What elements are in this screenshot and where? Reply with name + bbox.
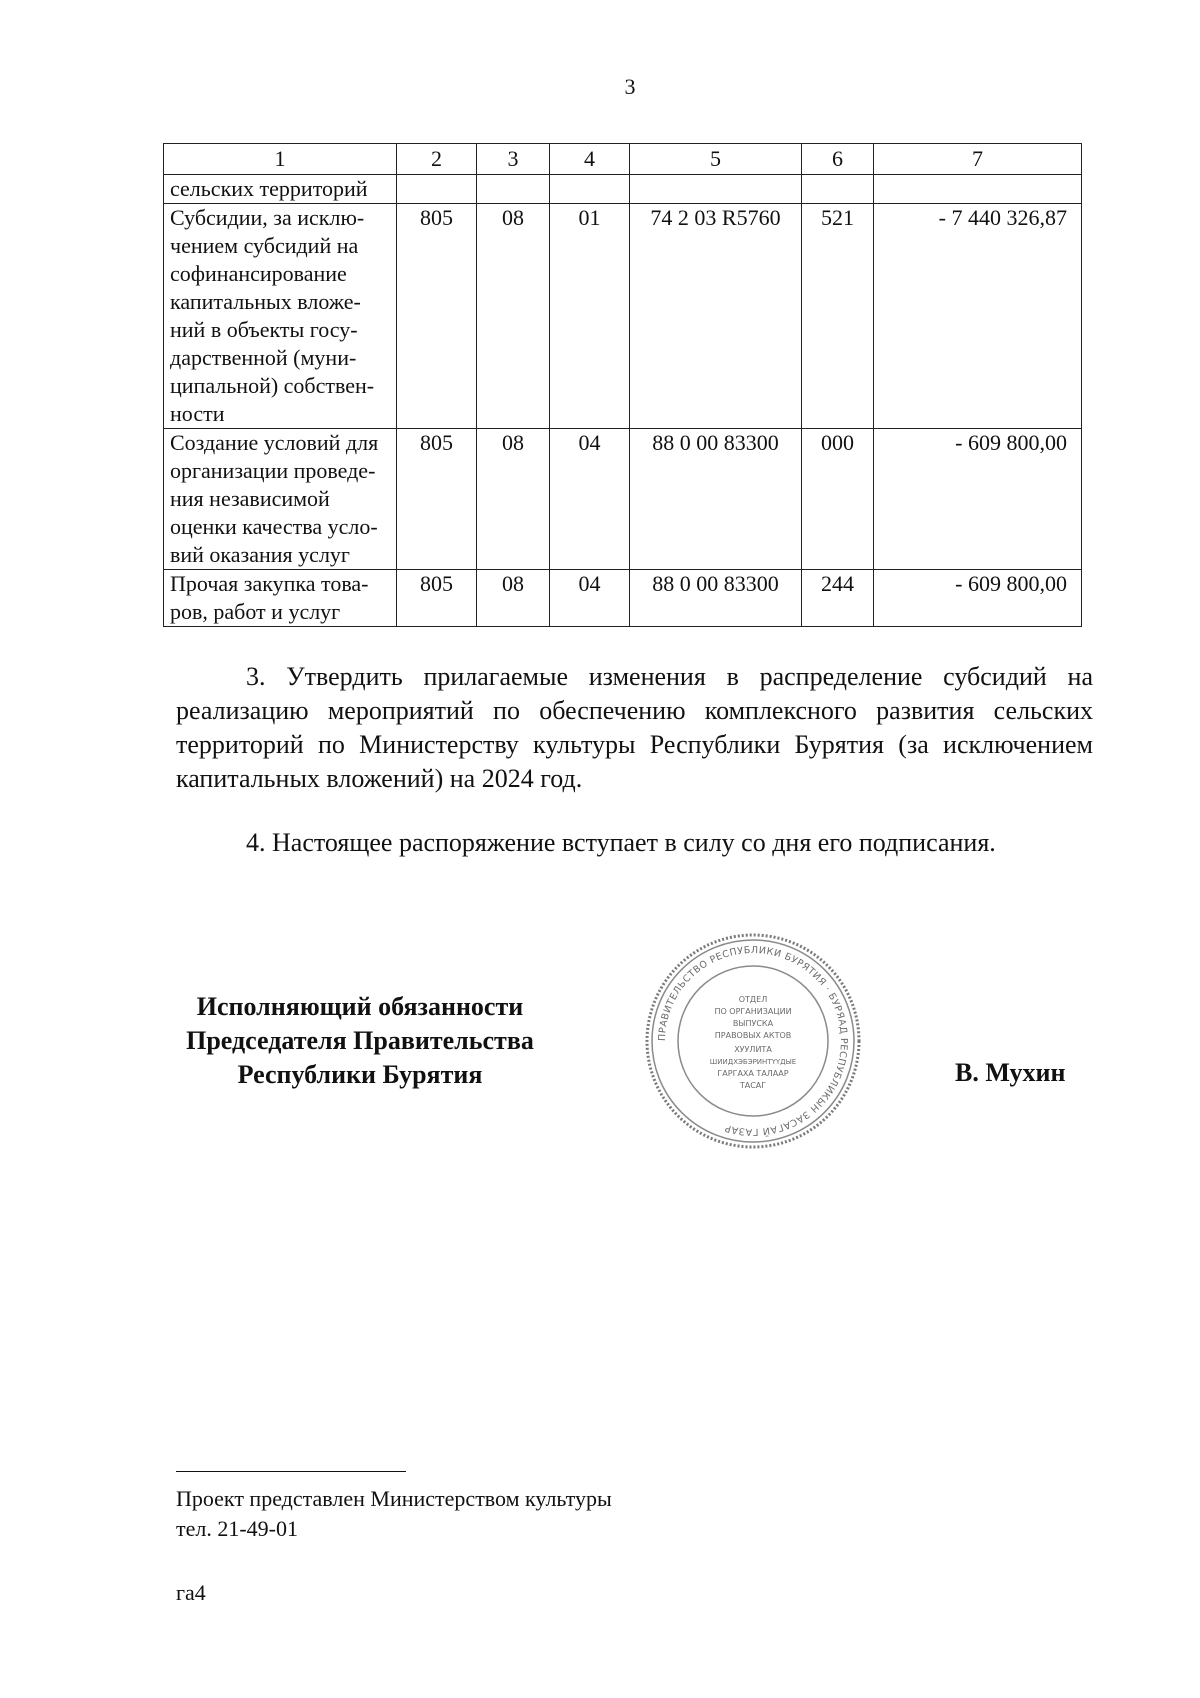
table-header-cell: 6 [802, 144, 874, 175]
section-code-cell: 805 [397, 429, 477, 570]
table-row [164, 175, 1082, 204]
row-name-cell: Создание условий для организации проведе- ния независимой оценки качества усло- вий оказания услуг [164, 429, 397, 570]
chapter-code-cell: 08 [477, 429, 550, 570]
expense-type-cell [802, 175, 874, 204]
seal-center-line: ВЫПУСКА [732, 1019, 774, 1028]
subsection-code-cell: 04 [550, 570, 630, 627]
footnote-phone: тел. 21-49-01 [176, 1516, 299, 1541]
target-article-cell [630, 175, 802, 204]
footnote-divider [176, 1471, 406, 1472]
row-name-cell: Прочая закупка това- ров, работ и услуг [164, 570, 397, 627]
amount-cell: - 7 440 326,87 [874, 204, 1082, 429]
seal-center-line: ХУУЛИТА [734, 1045, 772, 1054]
row-name-cell: сельских территорий [164, 175, 397, 204]
seal-center-line: ОТДЕЛ [738, 995, 768, 1004]
footnote-line: Проект представлен Министерством культуры [176, 1486, 612, 1511]
table-header-cell: 3 [477, 144, 550, 175]
budget-table [163, 143, 1082, 627]
official-seal-stamp [644, 932, 862, 1150]
table-header-cell: 2 [397, 144, 477, 175]
chapter-code-cell: 08 [477, 204, 550, 429]
seal-center-line: ПО ОРГАНИЗАЦИИ [714, 1007, 792, 1016]
subsection-code-cell [550, 175, 630, 204]
footnote [176, 1484, 612, 1544]
section-code-cell: 805 [397, 570, 477, 627]
signatory-name: В. Мухин [955, 1058, 1066, 1087]
table-row [164, 429, 1082, 570]
table-row [164, 204, 1082, 429]
seal-center-line: ПРАВОВЫХ АКТОВ [714, 1031, 792, 1040]
amount-cell: - 609 800,00 [874, 570, 1082, 627]
expense-type-cell: 521 [802, 204, 874, 429]
signatory-title-line: Исполняющий обязанности [196, 992, 524, 1021]
document-code: га4 [176, 1580, 206, 1605]
target-article-cell: 88 0 00 83300 [630, 429, 802, 570]
target-article-cell: 74 2 03 R5760 [630, 204, 802, 429]
chapter-code-cell: 08 [477, 570, 550, 627]
signatory-title-line: Председателя Правительства [186, 1026, 534, 1055]
subsection-code-cell: 01 [550, 204, 630, 429]
amount-cell [874, 175, 1082, 204]
seal-center-line: ГАРГАХА ТАЛААР [717, 1069, 789, 1078]
table-header-cell: 4 [550, 144, 630, 175]
target-article-cell: 88 0 00 83300 [630, 570, 802, 627]
section-code-cell: 805 [397, 204, 477, 429]
signatory-title [160, 990, 560, 1092]
expense-type-cell: 000 [802, 429, 874, 570]
seal-ring-text: ПРАВИТЕЛЬСТВО РЕСПУБЛИКИ БУРЯТИЯ · БУРЯАД РЕСПУБЛИКЫН ЗАСАГАЙ ГАЗАР [656, 944, 850, 1138]
signatory-title-line: Республики Бурятия [237, 1060, 483, 1089]
table-row [164, 570, 1082, 627]
table-header-cell: 1 [164, 144, 397, 175]
seal-center-line: ШИИДХЭБЭРИНТҮҮДЫЕ [709, 1058, 797, 1066]
chapter-code-cell [477, 175, 550, 204]
subsection-code-cell: 04 [550, 429, 630, 570]
expense-type-cell: 244 [802, 570, 874, 627]
row-name-cell: Субсидии, за исклю- чением субсидий на софинансирование капитальных вложе- ний в объекты госу- дарственной (муни- ципальной) собствен- ности [164, 204, 397, 429]
amount-cell: - 609 800,00 [874, 429, 1082, 570]
table-header-cell: 7 [874, 144, 1082, 175]
svg-text:ПРАВИТЕЛЬСТВО РЕСПУБЛИКИ БУРЯТ [657, 945, 849, 1138]
page-number: 3 [624, 74, 636, 99]
seal-center-line: ТАСАГ [739, 1081, 767, 1090]
table-header-row [164, 144, 1082, 175]
section-code-cell [397, 175, 477, 204]
table-header-cell: 5 [630, 144, 802, 175]
paragraph-4: 4. Настоящее распоряжение вступает в силу со дня его подписания. [246, 828, 996, 857]
paragraph-3: 3. Утвердить прилагаемые изменения в распределение субсидий на реализацию мероприятий по обеспечению комплексного развития сельских территорий по Министерству культуры Республики Бурятия (за исключением капитальных вложений) на 2024 год. [176, 662, 1093, 793]
